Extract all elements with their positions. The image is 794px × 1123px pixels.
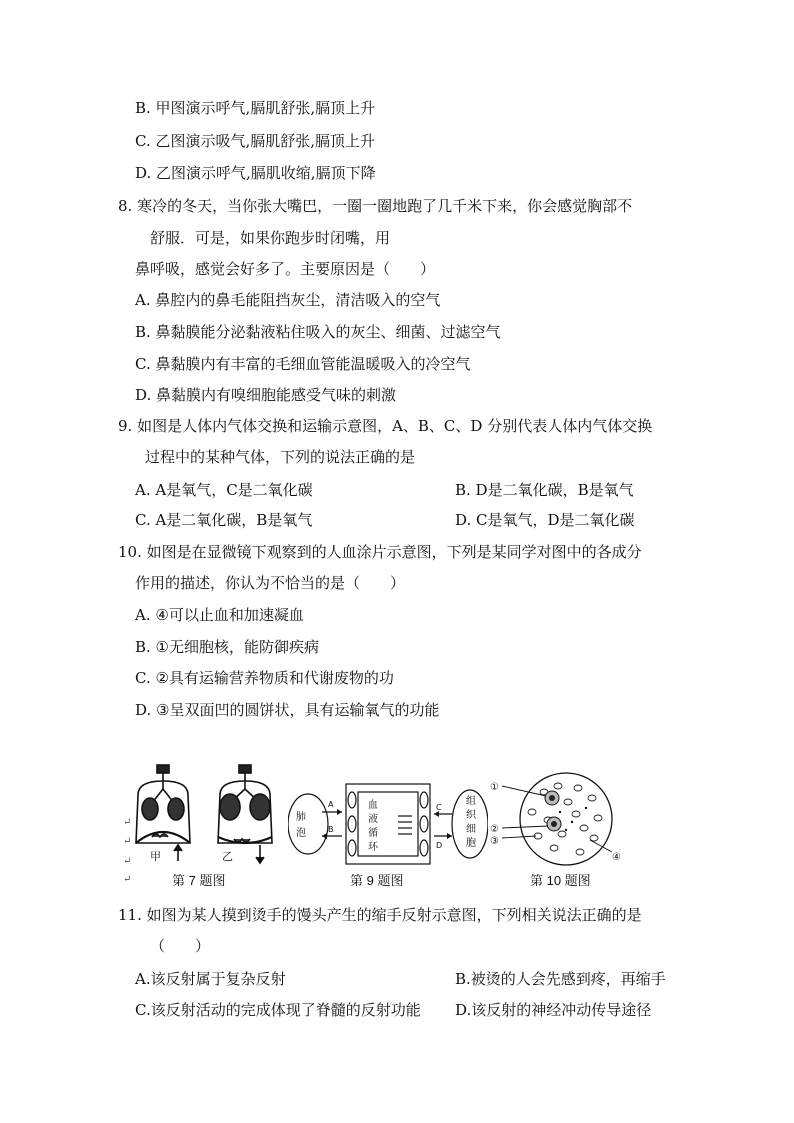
label-xi: 细 <box>466 824 476 835</box>
figure-9-gas-exchange <box>288 778 488 866</box>
q11-stem-line-1: 11. 如图为某人摸到烫手的馒头产生的缩手反射示意图，下列相关说法正确的是 <box>118 906 642 924</box>
label-jia: 甲 <box>150 850 161 863</box>
q10-option-a: A. ④可以止血和加速凝血 <box>135 606 304 624</box>
q7-option-b: B. 甲图演示呼气,膈肌舒张,膈顶上升 <box>135 99 376 117</box>
label-2: ② <box>490 824 499 835</box>
bell-jar-yi <box>218 765 272 863</box>
q11-stem-line-2: （ ） <box>150 937 211 955</box>
q10-stem-line-2: 作用的描述，你认为不恰当的是（ ） <box>135 574 406 592</box>
q11-option-c: C.该反射活动的完成体现了脊髓的反射功能 <box>135 1001 421 1019</box>
return-mark: ↵ <box>123 817 132 828</box>
label-a: A <box>328 800 334 809</box>
q10-option-c: C. ②具有运输营养物质和代谢废物的功 <box>135 669 394 687</box>
q8-option-b: B. 鼻黏膜能分泌黏液粘住吸入的灰尘、细菌、过滤空气 <box>135 323 501 341</box>
q8-option-c: C. 鼻黏膜内有丰富的毛细血管能温暖吸入的冷空气 <box>135 355 471 373</box>
q11-option-b: B.被烫的人会先感到疼，再缩手 <box>455 970 666 988</box>
caption-figure-7: 第 7 题图 <box>172 873 226 888</box>
q8-stem-line-3: 鼻呼吸，感觉会好多了。主要原因是（ ） <box>135 260 436 278</box>
q8-option-d: D. 鼻黏膜内有嗅细胞能感受气味的刺激 <box>135 386 397 404</box>
q11-option-d: D.该反射的神经冲动传导途径 <box>455 1001 652 1019</box>
label-pao: 泡 <box>296 828 306 839</box>
q9-stem-line-1: 9. 如图是人体内气体交换和运输示意图，A、B、C、D 分别代表人体内气体交换 <box>118 417 653 435</box>
q8-stem-line-2: 舒服．可是，如果你跑步时闭嘴，用 <box>150 229 391 247</box>
return-mark: ↵ <box>123 856 132 867</box>
q9-option-a: A. A是氧气，C是二氧化碳 <box>135 481 313 499</box>
return-mark: ↵ <box>123 836 132 847</box>
label-yi: 乙 <box>222 850 233 863</box>
label-b: B <box>328 825 334 834</box>
label-c: C <box>436 803 442 812</box>
q10-option-d: D. ③呈双面凹的圆饼状，具有运输氧气的功能 <box>135 701 440 719</box>
q8-option-a: A. 鼻腔内的鼻毛能阻挡灰尘，清洁吸入的空气 <box>135 291 441 309</box>
figure-7-bell-jar-models <box>130 763 280 868</box>
label-zhi: 织 <box>466 810 476 821</box>
q8-stem-line-1: 8. 寒冷的冬天，当你张大嘴巴，一圈一圈地跑了几千米下来，你会感觉胸部不 <box>118 197 633 215</box>
label-zu: 组 <box>466 796 476 807</box>
label-fei: 肺 <box>296 812 306 823</box>
q10-stem-line-1: 10. 如图是在显微镜下观察到的人血涂片示意图，下列是某同学对图中的各成分 <box>118 543 642 561</box>
return-mark: ↵ <box>123 874 132 885</box>
label-1: ① <box>490 782 499 793</box>
label-xun: 循 <box>368 828 378 839</box>
q11-option-a: A.该反射属于复杂反射 <box>135 970 286 988</box>
label-ye: 液 <box>368 814 378 825</box>
label-xue: 血 <box>368 800 378 811</box>
q9-option-c: C. A是二氧化碳，B是氧气 <box>135 511 313 529</box>
label-bao: 胞 <box>466 838 476 849</box>
label-4: ④ <box>612 852 621 863</box>
caption-figure-9: 第 9 题图 <box>350 873 404 888</box>
figure-10-blood-smear <box>488 772 628 867</box>
label-huan: 环 <box>368 842 378 853</box>
caption-figure-10: 第 10 题图 <box>530 873 591 888</box>
q9-option-d: D. C是氧气，D是二氧化碳 <box>455 511 635 529</box>
q7-option-d: D. 乙图演示呼气,膈肌收缩,膈顶下降 <box>135 164 376 182</box>
q7-option-c: C. 乙图演示吸气,膈肌舒张,膈顶上升 <box>135 132 376 150</box>
label-d: D <box>436 841 443 850</box>
label-3: ③ <box>490 836 499 847</box>
bell-jar-jia <box>136 765 190 861</box>
q10-option-b: B. ①无细胞核，能防御疾病 <box>135 638 320 656</box>
q9-option-b: B. D是二氧化碳，B是氧气 <box>455 481 634 499</box>
q9-stem-line-2: 过程中的某种气体，下列的说法正确的是 <box>145 448 416 466</box>
